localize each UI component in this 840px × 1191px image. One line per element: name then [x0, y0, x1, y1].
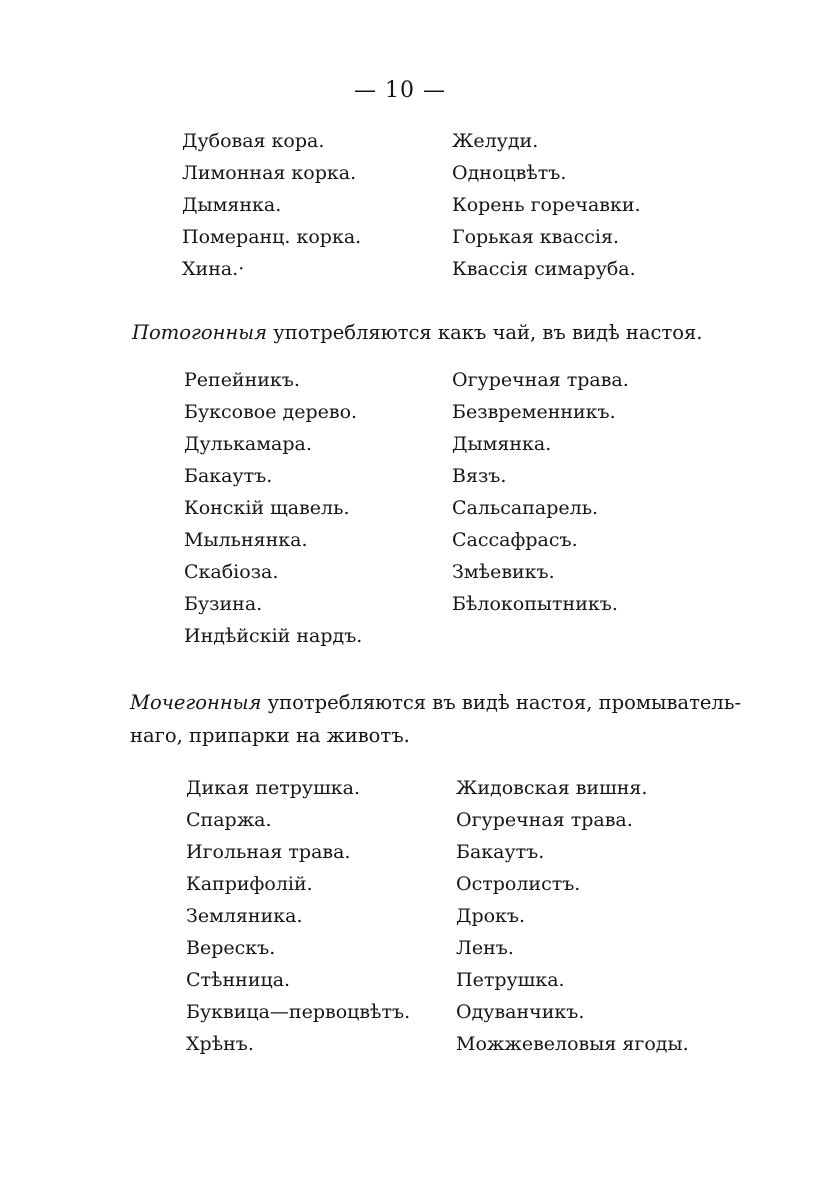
- list-item: Лимонная корка.: [182, 162, 357, 184]
- list-item: Дубовая кора.: [182, 130, 325, 152]
- list-item: Жидовская вишня.: [456, 777, 648, 799]
- section2-heading-text: употребляются какъ чай, въ видѣ настоя.: [267, 321, 703, 344]
- section3-left-column: [186, 776, 410, 1064]
- list-item: Мыльнянка.: [184, 529, 308, 551]
- list-item: Каприфолій.: [186, 873, 313, 895]
- list-item: Огуречная трава.: [452, 369, 629, 391]
- list-item: Дымянка.: [452, 433, 552, 455]
- section3-heading: [130, 690, 741, 716]
- list-item: Дулькамара.: [184, 433, 312, 455]
- list-item: Бакаутъ.: [184, 465, 273, 487]
- list-item: Ленъ.: [456, 937, 514, 959]
- list-item: Хрѣнъ.: [186, 1033, 254, 1055]
- list-item: Петрушка.: [456, 969, 565, 991]
- list-item: Конскій щавель.: [184, 497, 350, 519]
- list-item: Буксовое дерево.: [184, 401, 358, 423]
- list-item: Дрокъ.: [456, 905, 526, 927]
- list-item: Спаржа.: [186, 809, 272, 831]
- list-item: Верескъ.: [186, 937, 276, 959]
- list-item: Можжевеловыя ягоды.: [456, 1033, 689, 1055]
- list-item: Игольная трава.: [186, 841, 351, 863]
- list-item: Репейникъ.: [184, 369, 300, 391]
- list-item: Дымянка.: [182, 194, 282, 216]
- list-item: Буквица—первоцвѣтъ.: [186, 1001, 411, 1023]
- list-item: Земляника.: [186, 905, 303, 927]
- list-item: Квассія симаруба.: [452, 258, 636, 280]
- section1-right-column: [452, 129, 641, 289]
- section3-heading-text: употребляются въ видѣ настоя, промыватель-: [261, 691, 742, 714]
- list-item: Остролистъ.: [456, 873, 581, 895]
- list-item: Змѣевикъ.: [452, 561, 555, 583]
- section3-right-column: [456, 776, 689, 1064]
- list-item: Одуванчикъ.: [456, 1001, 585, 1023]
- list-item: Сальсапарель.: [452, 497, 599, 519]
- list-item: Бакаутъ.: [456, 841, 545, 863]
- list-item: Индѣйскій нардъ.: [184, 625, 363, 647]
- list-item: Желуди.: [452, 130, 539, 152]
- list-item: Скабіоза.: [184, 561, 279, 583]
- list-item: Бѣлокопытникъ.: [452, 593, 618, 615]
- list-item: Дикая петрушка.: [186, 777, 361, 799]
- list-item: Бузина.: [184, 593, 263, 615]
- list-item: Корень горечавки.: [452, 194, 641, 216]
- list-item: Горькая квассія.: [452, 226, 620, 248]
- list-item: Огуречная трава.: [456, 809, 633, 831]
- list-item: Сассафрасъ.: [452, 529, 578, 551]
- section1-left-column: [182, 129, 361, 289]
- section2-right-column: [452, 368, 629, 624]
- list-item: Одноцвѣтъ.: [452, 162, 567, 184]
- section2-left-column: [184, 368, 362, 656]
- section3-heading-line2: наго, припарки на животъ.: [130, 724, 410, 747]
- section2-heading-term: Потогонныя: [132, 321, 268, 344]
- list-item: Хина.·: [182, 258, 245, 280]
- section3-heading-term: Мочегонныя: [130, 691, 262, 714]
- list-item: Померанц. корка.: [182, 226, 362, 248]
- section2-heading: [132, 320, 703, 346]
- list-item: Безвременникъ.: [452, 401, 616, 423]
- list-item: Стѣнница.: [186, 969, 291, 991]
- list-item: Вязъ.: [452, 465, 507, 487]
- page-number: — 10 —: [354, 78, 446, 103]
